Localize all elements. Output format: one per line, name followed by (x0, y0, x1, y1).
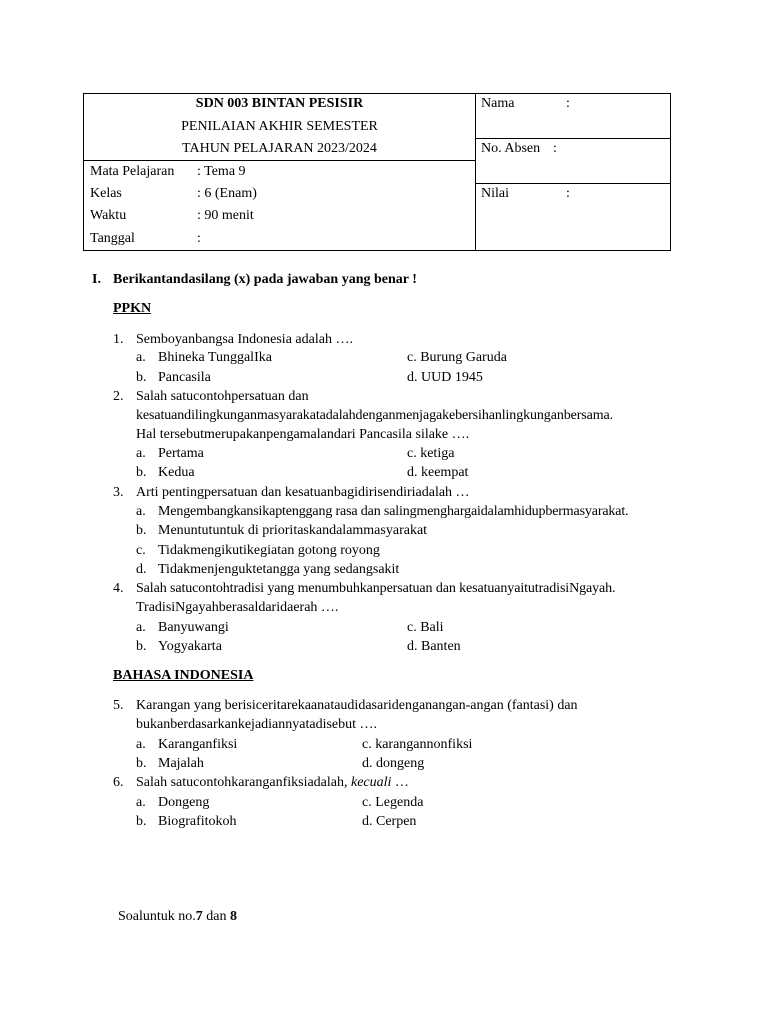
instruction-number: I. (92, 272, 101, 287)
option-letter: a. (136, 795, 146, 810)
option-letter: b. (136, 465, 147, 480)
option-text[interactable]: Mengembangkansikaptenggang rasa dan salingmenghargaidalamhidupbermasyarakat. (158, 504, 629, 519)
footer-mid: dan (202, 909, 230, 924)
option-text[interactable]: Menuntutuntuk di prioritaskandalammasyarakat (158, 523, 428, 538)
option-text[interactable]: Tidakmenjenguktetangga yang sedangsakit (158, 562, 400, 577)
option-letter: b. (136, 814, 147, 829)
option-letter: d. (407, 465, 418, 480)
field-value-time: : 90 menit (197, 208, 254, 223)
option-label: keempat (421, 465, 469, 480)
field-label-absen: No. Absen (481, 141, 541, 156)
school-year: TAHUN PELAJARAN 2023/2024 (182, 141, 377, 156)
question-number: 4. (113, 581, 124, 596)
field-value-subject: : Tema 9 (197, 164, 246, 179)
option-text[interactable] (407, 466, 468, 480)
option-letter: b. (136, 523, 147, 538)
question-number: 2. (113, 389, 124, 404)
option-letter: b. (136, 370, 147, 385)
field-label-name: Nama (481, 96, 515, 111)
option-letter: a. (136, 446, 146, 461)
question-text: Arti pentingpersatuan dan kesatuanbagidirisendiriadalah … (136, 485, 470, 500)
footer-num-1: 7 (195, 909, 203, 924)
option-text[interactable]: Biografitokoh (158, 814, 237, 829)
question-text: Karangan yang berisiceritarekaanataudidasaridenganangan-angan (fantasi) dan (136, 698, 578, 713)
question-number: 5. (113, 698, 124, 713)
question-number: 6. (113, 775, 124, 790)
option-letter: c. (407, 446, 417, 461)
option-text[interactable] (407, 351, 507, 365)
question-number: 1. (113, 332, 124, 347)
option-text[interactable]: Pancasila (158, 370, 211, 385)
option-text[interactable] (407, 371, 483, 385)
question-text: Salah satucontohtradisi yang menumbuhkanpersatuan dan kesatuanyaitutradisiNgayah. (136, 581, 616, 596)
field-label-date: Tanggal (90, 231, 135, 246)
field-label-subject: Mata Pelajaran (90, 164, 175, 179)
school-name: SDN 003 BINTAN PESISIR (195, 96, 364, 111)
option-label: karangannonfiksi (375, 737, 473, 752)
option-label: Bali (420, 620, 444, 635)
option-text[interactable] (362, 796, 423, 810)
question-number: 3. (113, 485, 124, 500)
option-letter: d. (362, 756, 373, 771)
option-label: UUD 1945 (421, 370, 483, 385)
option-letter: c. (362, 737, 372, 752)
option-letter: c. (407, 620, 417, 635)
option-text[interactable] (362, 815, 416, 829)
option-text[interactable] (362, 757, 424, 771)
option-label: Banten (421, 639, 461, 654)
option-label: ketiga (420, 446, 455, 461)
field-label-time: Waktu (90, 208, 127, 223)
option-label: dongeng (376, 756, 425, 771)
option-text[interactable]: Banyuwangi (158, 620, 229, 635)
option-text[interactable] (407, 621, 444, 635)
footer-note (118, 910, 237, 924)
option-text[interactable]: Tidakmengikutikegiatan gotong royong (158, 543, 380, 558)
option-text[interactable]: Dongeng (158, 795, 210, 810)
section-title-ppkn: PPKN (113, 301, 152, 316)
field-value-date: : (197, 231, 201, 246)
field-value-class: : 6 (Enam) (197, 186, 257, 201)
option-letter: a. (136, 620, 146, 635)
option-letter: d. (136, 562, 147, 577)
footer-prefix: Soaluntuk no. (118, 909, 196, 924)
question-text-main: Salah satucontohkaranganfiksiadalah, (136, 775, 351, 790)
option-text[interactable]: Karanganfiksi (158, 737, 238, 752)
field-colon-name: : (566, 96, 570, 111)
question-text: kesatuandilingkunganmasyarakatadalahdenganmenjagakebersihanlingkunganbersama. (136, 408, 614, 423)
option-letter: c. (362, 795, 372, 810)
field-colon-score: : (566, 186, 570, 201)
field-label-class: Kelas (90, 186, 122, 201)
option-letter: d. (407, 639, 418, 654)
option-letter: d. (407, 370, 418, 385)
question-text: Salah satucontohpersatuan dan (136, 389, 309, 404)
option-letter: a. (136, 737, 146, 752)
option-letter: a. (136, 350, 146, 365)
option-letter: d. (362, 814, 373, 829)
option-text[interactable]: Pertama (158, 446, 204, 461)
question-text (136, 776, 409, 790)
option-letter: c. (407, 350, 417, 365)
field-colon-absen: : (553, 141, 557, 156)
option-text[interactable]: Majalah (158, 756, 204, 771)
option-text[interactable] (407, 640, 461, 654)
question-text-tail: … (391, 775, 409, 790)
option-text[interactable]: Kedua (158, 465, 195, 480)
option-letter: c. (136, 543, 146, 558)
option-letter: b. (136, 639, 147, 654)
section-title-bahasa-indonesia: BAHASA INDONESIA (113, 668, 254, 683)
footer-num-2: 8 (230, 909, 237, 924)
field-label-score: Nilai (481, 186, 509, 201)
question-text: TradisiNgayahberasaldaridaerah …. (136, 600, 339, 615)
option-label: Legenda (375, 795, 424, 810)
option-letter: a. (136, 504, 146, 519)
exam-title: PENILAIAN AKHIR SEMESTER (181, 119, 378, 134)
option-label: Cerpen (376, 814, 417, 829)
option-text[interactable]: Yogyakarta (158, 639, 222, 654)
instruction-text: Berikantandasilang (x) pada jawaban yang benar ! (113, 272, 417, 287)
question-text-emphasis: kecuali (350, 775, 392, 790)
question-text: Hal tersebutmerupakanpengamalandari Pancasila silake …. (136, 427, 470, 442)
option-label: Burung Garuda (420, 350, 507, 365)
option-letter: b. (136, 756, 147, 771)
option-text[interactable]: Bhineka TunggalIka (158, 350, 272, 365)
question-text: bukanberdasarkankejadiannyatadisebut …. (136, 717, 378, 732)
option-text[interactable] (407, 447, 454, 461)
option-text[interactable] (362, 738, 472, 752)
question-text: Semboyanbangsa Indonesia adalah …. (136, 332, 353, 347)
